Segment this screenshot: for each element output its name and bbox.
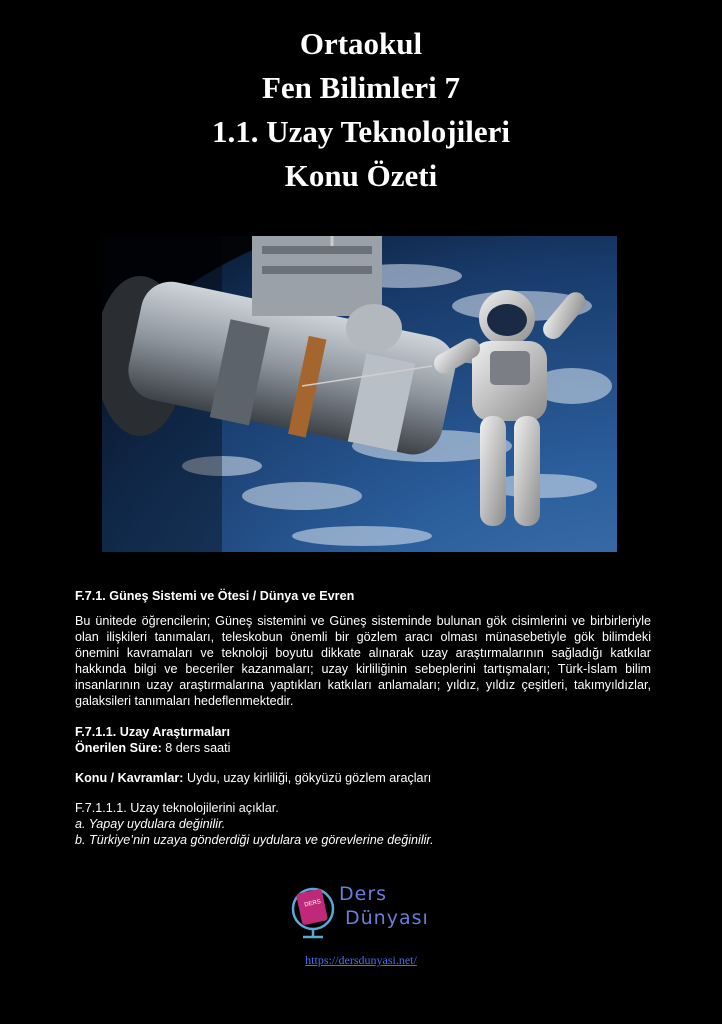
title-line-4: Konu Özeti — [284, 158, 438, 193]
concepts-row — [75, 770, 651, 786]
title-line-3: 1.1. Uzay Teknolojileri — [212, 114, 510, 149]
website-link[interactable]: https://dersdunyasi.net/ — [305, 953, 417, 967]
book-label: DERS — [303, 899, 322, 909]
outcome-code: F.7.1.1.1. Uzay teknolojilerini açıklar. — [75, 801, 279, 815]
space-scene-illustration — [102, 236, 617, 552]
duration-row — [75, 740, 651, 756]
subsection-heading: F.7.1.1. Uzay Araştırmaları — [75, 725, 230, 739]
section-intro-paragraph: Bu ünitede öğrencilerin; Güneş sistemini ve Güneş sisteminde bulunan gök cisimlerini ve birbirleriyle olan ilişkileri tanımaları, teleskobun önemli bir gözlem aracı olması münasebetiyle gök bilimdeki önemini kavramaları ve teknoloji boyutu dikkate alınarak uzay araştırmalarının sağladığı katkılar hakkında bilgi ve beceriler kazanmaları; uzay kirliliğinin sebeplerini tartışmaları; Türk-İslam bilim insanlarının uzay araştırmalarına yaptıkları katkıları anlamaları; yıldız, yıldız çeşitleri, takımyıldızlar, galaksileri tanımaları hedeflenmektedir. — [75, 614, 651, 708]
outcome-item-b: b. Türkiye’nin uzaya gönderdiği uydulara ve görevlerine değinilir. — [75, 833, 434, 847]
section-heading: F.7.1. Güneş Sistemi ve Ötesi / Dünya ve Evren — [75, 589, 355, 603]
concepts-value: Uydu, uzay kirliliği, gökyüzü gözlem araçları — [183, 771, 432, 785]
duration-label: Önerilen Süre: — [75, 741, 162, 755]
summary-content — [75, 588, 651, 848]
title-line-2: Fen Bilimleri 7 — [261, 70, 461, 105]
duration-value: 8 ders saati — [161, 741, 231, 755]
concepts-label: Konu / Kavramlar: — [75, 771, 184, 785]
logo-text-line-1: Ders — [339, 883, 388, 905]
astronaut-spacewalk-image — [102, 236, 617, 552]
page-title — [0, 22, 722, 198]
logo-text-line-2: Dünyası — [345, 907, 429, 929]
title-line-1: Ortaokul — [299, 26, 423, 61]
outcome-item-a: a. Yapay uydulara değinilir. — [75, 817, 226, 831]
book-globe-icon — [291, 881, 341, 941]
ders-dunyasi-logo — [291, 881, 441, 941]
